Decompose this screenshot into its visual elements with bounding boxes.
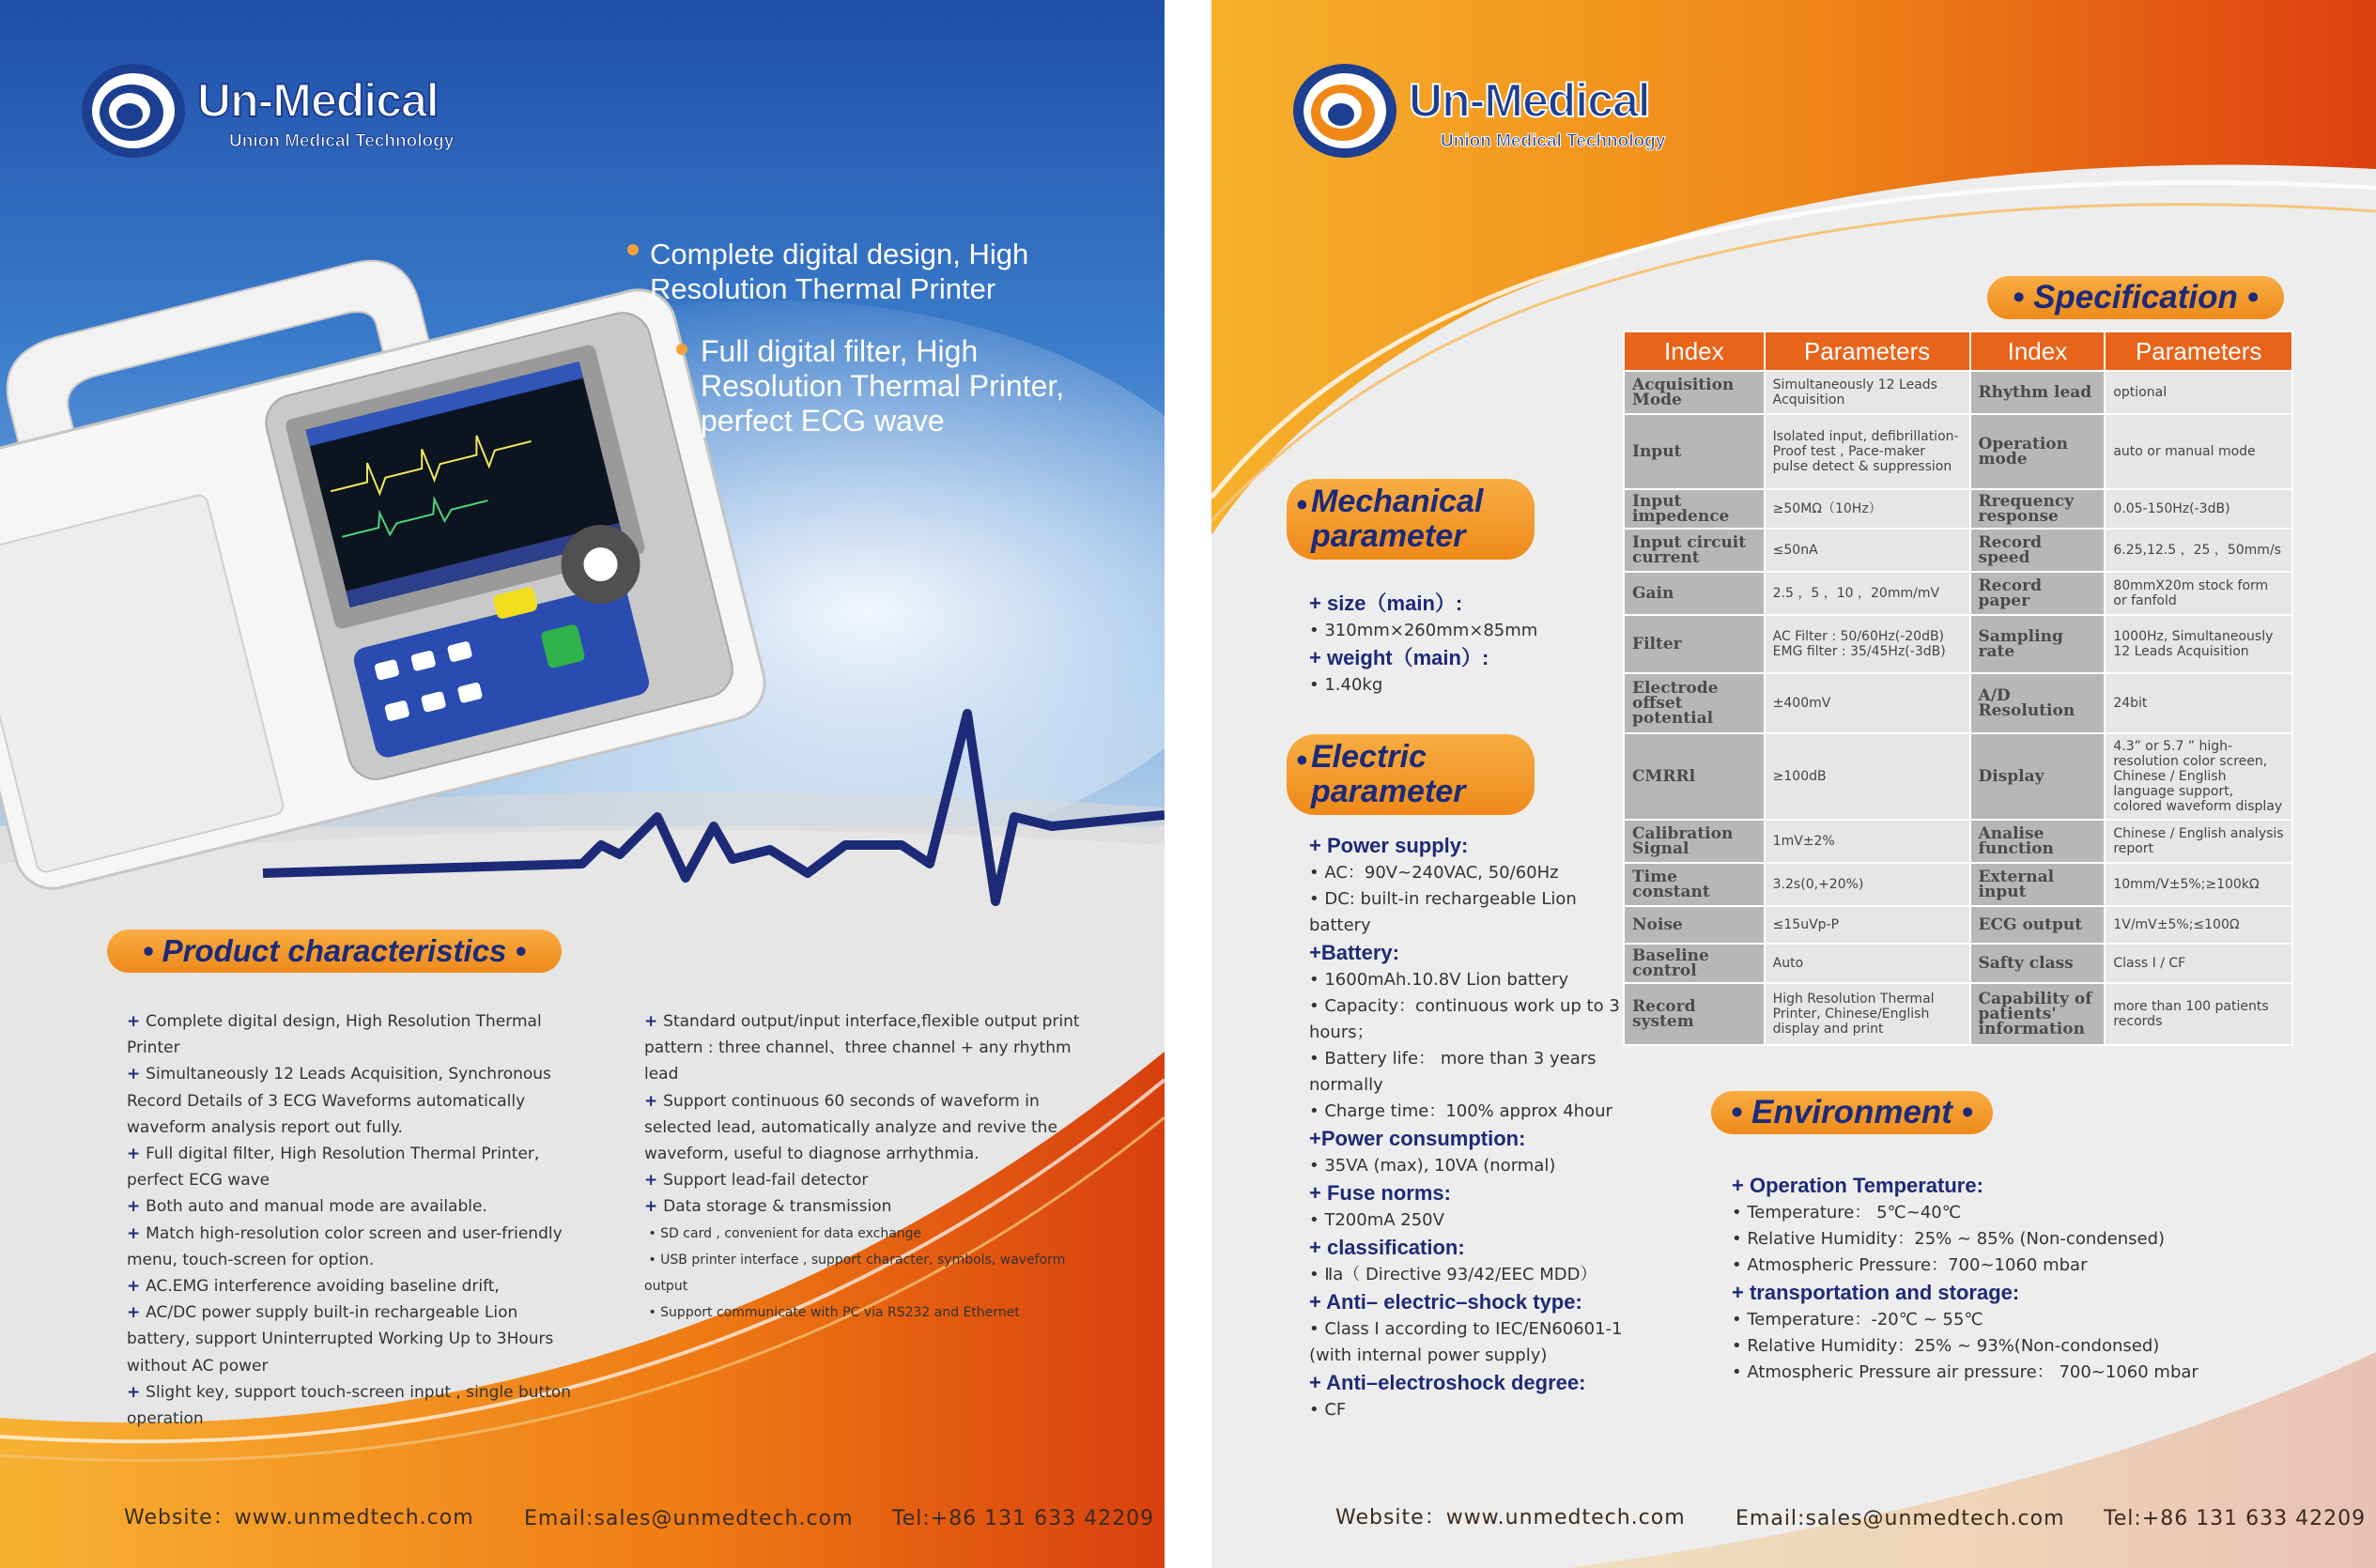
specification-title (1987, 276, 2284, 319)
pill-dot: • (1296, 487, 1307, 523)
list-item-text: Standard output/input interface,flexible output print pattern : three channel、three channel + any rhythm lead (644, 1012, 1080, 1084)
brand-logo (79, 60, 473, 173)
table-row (1624, 983, 2292, 1045)
table-parameter-cell: 1mV±2% (1765, 820, 1970, 863)
param-heading: + Anti– electric–shock type: (1309, 1290, 1582, 1314)
table-index-cell: ECG output (1970, 906, 2106, 944)
footer-website: Website：www.unmedtech.com (124, 1506, 474, 1530)
param-heading: + Power supply: (1309, 834, 1469, 857)
table-parameter-cell: 1000Hz, Simultaneously 12 Leads Acquisition (2105, 615, 2292, 673)
param-heading: + transportation and storage: (1732, 1281, 2020, 1304)
pill-dot: • (2237, 279, 2259, 315)
table-parameter-cell: Class I / CF (2105, 944, 2292, 983)
plus-icon: + (127, 1197, 147, 1217)
table-parameter-cell: 6.25,12.5 ，25 ，50mm/s (2105, 529, 2292, 572)
sub-list-item: • USB printer interface , support character, symbols, waveform output (644, 1252, 1066, 1294)
table-row (1624, 414, 2292, 489)
footer-tel: Tel:+86 131 633 42209 (892, 1507, 1155, 1530)
table-parameter-cell: 1V/mV±5%;≤100Ω (2105, 906, 2292, 944)
table-index-cell: Rhythm lead (1970, 371, 2106, 414)
pill-dot: • (1952, 1094, 1973, 1130)
table-index-cell: Filter (1624, 615, 1765, 673)
list-item-text: Support lead-fail detector (663, 1171, 869, 1191)
headline-1: Complete digital design, High Resolution Thermal Printer (650, 238, 1029, 305)
list-item (644, 1167, 1095, 1193)
param-value: • Battery life： more than 3 years normally (1309, 1049, 1597, 1095)
table-index-cell: Noise (1624, 906, 1765, 944)
table-index-cell: Gain (1624, 572, 1765, 615)
table-row (1624, 572, 2292, 615)
param-value: • Atmospheric Pressure air pressure： 700~1060 mbar (1732, 1362, 2199, 1382)
environment-label: Environment (1751, 1094, 1952, 1130)
param-value: • 1.40kg (1309, 675, 1383, 695)
table-parameter-cell: 0.05-150Hz(-3dB) (2105, 489, 2292, 529)
environment-title (1711, 1091, 1993, 1134)
right-page (1211, 0, 2376, 1568)
list-item-text: Simultaneously 12 Leads Acquisition, Synchronous Record Details of 3 ECG Waveforms automatically waveform analysis report out fully. (127, 1065, 551, 1137)
param-value: • AC：90V~240VAC, 50/60Hz (1309, 863, 1559, 883)
brand-name: Un-Medical (197, 74, 439, 127)
table-parameter-cell: 2.5 ，5 ，10 ，20mm/mV (1765, 572, 1970, 615)
plus-icon: + (127, 1065, 147, 1084)
param-value: • Capacity：continuous work up to 3 hours； (1309, 996, 1620, 1042)
table-index-cell: Electrode offset potential (1624, 673, 1765, 733)
footer-tel: Tel:+86 131 633 42209 (2104, 1507, 2367, 1530)
table-parameter-cell: optional (2105, 371, 2292, 414)
list-item (127, 1061, 578, 1141)
product-characteristics-title (107, 930, 562, 973)
table-index-cell: A/D Resolution (1970, 673, 2106, 733)
table-parameter-cell: 80mmX20m stock form or fanfold (2105, 572, 2292, 615)
plus-icon: + (127, 1303, 147, 1323)
brand-logo (1290, 60, 1685, 173)
list-item-text: Match high-resolution color screen and user-friendly menu, touch-screen for option. (127, 1223, 563, 1269)
param-heading: +Power consumption: (1309, 1127, 1526, 1150)
param-value: • Charge time：100% approx 4hour (1309, 1101, 1612, 1121)
table-row (1624, 529, 2292, 572)
table-parameter-cell: Isolated input, defibrillation-Proof test , Pace-maker pulse detect & suppression (1765, 414, 1970, 489)
table-parameter-cell: auto or manual mode (2105, 414, 2292, 489)
table-parameter-cell: Simultaneously 12 Leads Acquisition (1765, 371, 1970, 414)
table-parameter-cell: ≤15uVp-P (1765, 906, 1970, 944)
table-index-cell: Sampling rate (1970, 615, 2106, 673)
plus-icon: + (127, 1012, 147, 1031)
plus-icon: + (644, 1197, 664, 1217)
sub-list-item-text: USB printer interface , support character, symbols, waveform output (644, 1252, 1066, 1294)
table-row (1624, 673, 2292, 733)
table-header-cell: Parameters (2105, 331, 2292, 371)
product-characteristics-label: Product characteristics (162, 933, 507, 968)
param-heading: + Operation Temperature: (1732, 1174, 1983, 1197)
param-value: • Atmospheric Pressure：700~1060 mbar (1732, 1255, 2088, 1275)
param-heading: + classification: (1309, 1236, 1465, 1259)
list-item (127, 1273, 578, 1299)
table-row (1624, 820, 2292, 863)
table-index-cell: Record speed (1970, 529, 2106, 572)
table-index-cell: Input impedence (1624, 489, 1765, 529)
table-row (1624, 615, 2292, 673)
plus-icon: + (644, 1171, 664, 1191)
mechanical-parameter-title (1287, 479, 1535, 560)
list-item-text: AC.EMG interference avoiding baseline drift, (146, 1277, 500, 1297)
list-item (644, 1088, 1095, 1168)
table-parameter-cell: ≥50MΩ（10Hz） (1765, 489, 1970, 529)
electric-parameter-label: Electric parameter (1311, 739, 1466, 809)
sub-list-item: • Support communicate with PC via RS232 and Ethernet (644, 1304, 1020, 1320)
table-header-row (1624, 331, 2292, 371)
table-row (1624, 733, 2292, 820)
table-index-cell: Baseline control (1624, 944, 1765, 983)
characteristics-col-2 (644, 1008, 1095, 1326)
table-parameter-cell: more than 100 patients records (2105, 983, 2292, 1045)
table-row (1624, 863, 2292, 906)
table-index-cell: Calibration Signal (1624, 820, 1765, 863)
environment-parameters (1732, 1172, 2258, 1386)
table-index-cell: Display (1970, 733, 2106, 820)
param-value: • Temperature：-20℃ ~ 55℃ (1732, 1310, 1983, 1330)
table-parameter-cell: High Resolution Thermal Printer, Chinese/English display and print (1765, 983, 1970, 1045)
table-parameter-cell: ±400mV (1765, 673, 1970, 733)
plus-icon: + (127, 1382, 147, 1402)
electric-parameters (1309, 832, 1628, 1423)
list-item (644, 1008, 1095, 1088)
param-value: • 310mm×260mm×85mm (1309, 621, 1538, 640)
table-row (1624, 371, 2292, 414)
footer-email: Email:sales@unmedtech.com (524, 1507, 854, 1530)
param-value: • CF (1309, 1400, 1347, 1420)
brand-name: Un-Medical (1409, 74, 1650, 127)
param-value: • DC: built-in rechargeable Lion battery (1309, 889, 1577, 935)
table-parameter-cell: 10mm/V±5%;≥100kΩ (2105, 863, 2292, 906)
param-value: • Ⅱa（ Directive 93/42/EEC MDD） (1309, 1265, 1597, 1284)
table-parameter-cell: 4.3” or 5.7 ” high-resolution color screen, Chinese / English language support, colored waveform display (2105, 733, 2292, 820)
headline-bullet-2 (676, 344, 687, 355)
list-item (127, 1299, 578, 1379)
param-heading: + weight（main）: (1309, 646, 1489, 669)
table-row (1624, 906, 2292, 944)
list-item-text: Slight key, support touch-screen input , single button operation (127, 1382, 572, 1429)
list-item-text: Data storage & transmission (663, 1197, 892, 1217)
list-item-text: Support continuous 60 seconds of waveform in selected lead, automatically analyze and revive the waveform, useful to diagnose arrhythmia. (644, 1091, 1057, 1164)
param-value: • Relative Humidity：25% ~ 93%(Non-condonsed) (1732, 1336, 2160, 1356)
mechanical-parameter-label: Mechanical parameter (1311, 484, 1484, 554)
table-index-cell: Acquisition Mode (1624, 371, 1765, 414)
table-index-cell: CMRRl (1624, 733, 1765, 820)
table-index-cell: Rrequency response (1970, 489, 2106, 529)
param-value: • Relative Humidity：25% ~ 85% (Non-condensed) (1732, 1229, 2166, 1249)
pill-dot: • (506, 933, 527, 968)
specification-label: Specification (2033, 279, 2238, 315)
table-parameter-cell: ≤50nA (1765, 529, 1970, 572)
plus-icon: + (127, 1223, 147, 1243)
table-index-cell: Input circuit current (1624, 529, 1765, 572)
table-index-cell: Time constant (1624, 863, 1765, 906)
param-value: • T200mA 250V (1309, 1210, 1444, 1230)
table-index-cell: Record system (1624, 983, 1765, 1045)
specification-table (1623, 331, 2293, 1046)
table-index-cell: Input (1624, 414, 1765, 489)
list-item (127, 1008, 578, 1061)
param-heading: +Battery: (1309, 941, 1399, 964)
plus-icon: + (127, 1145, 147, 1164)
sub-list-item: • SD card , convenient for data exchange (644, 1225, 922, 1241)
param-value: • Class I according to IEC/EN60601-1 (with internal power supply) (1309, 1319, 1623, 1365)
mechanical-parameters (1309, 590, 1666, 699)
list-item (127, 1379, 578, 1432)
table-parameter-cell: AC Filter : 50/60Hz(-20dB) EMG filter : 35/45Hz(-3dB) (1765, 615, 1970, 673)
param-heading: + Anti–electroshock degree: (1309, 1371, 1586, 1394)
table-index-cell: External input (1970, 863, 2106, 906)
table-parameter-cell: 24bit (2105, 673, 2292, 733)
table-index-cell: Operation mode (1970, 414, 2106, 489)
list-item-text: Both auto and manual mode are available. (146, 1197, 487, 1217)
brand-tagline: Union Medical Technology (229, 131, 455, 151)
brand-tagline: Union Medical Technology (1441, 131, 1666, 151)
list-item (644, 1193, 1095, 1220)
table-index-cell: Capability of patients' information (1970, 983, 2106, 1045)
brand-logo-icon (1290, 60, 1399, 161)
list-item (127, 1221, 578, 1273)
pill-dot: • (2013, 279, 2034, 315)
sub-list-item-text: Support communicate with PC via RS232 and Ethernet (660, 1304, 1020, 1320)
list-item (127, 1193, 578, 1220)
list-item (127, 1141, 578, 1193)
pill-dot: • (142, 933, 162, 968)
footer-email: Email:sales@unmedtech.com (1736, 1507, 2065, 1530)
param-value: • Temperature： 5℃~40℃ (1732, 1203, 1961, 1222)
table-parameter-cell: Auto (1765, 944, 1970, 983)
param-heading: + Fuse norms: (1309, 1181, 1451, 1205)
list-item-text: Full digital filter, High Resolution Thermal Printer, perfect ECG wave (127, 1145, 540, 1191)
plus-icon: + (127, 1277, 147, 1297)
table-index-cell: Safty class (1970, 944, 2106, 983)
ecg-device-illustration (0, 244, 789, 939)
footer-website: Website：www.unmedtech.com (1335, 1506, 1686, 1530)
pill-dot: • (1731, 1094, 1752, 1130)
table-index-cell: Record paper (1970, 572, 2106, 615)
left-page (0, 0, 1165, 1568)
table-index-cell: Analise function (1970, 820, 2106, 863)
table-parameter-cell: 3.2s(0,+20%) (1765, 863, 1970, 906)
table-row (1624, 944, 2292, 983)
characteristics-col-1 (127, 1008, 578, 1432)
table-parameter-cell: Chinese / English analysis report (2105, 820, 2292, 863)
table-header-cell: Index (1970, 331, 2106, 371)
sub-list-item-text: SD card , convenient for data exchange (660, 1225, 922, 1241)
table-row (1624, 489, 2292, 529)
param-value: • 1600mAh.10.8V Lion battery (1309, 970, 1569, 990)
list-item-text: Complete digital design, High Resolution Thermal Printer (127, 1012, 542, 1058)
param-heading: + size（main）: (1309, 592, 1463, 615)
table-header-cell: Parameters (1765, 331, 1970, 371)
plus-icon: + (644, 1091, 664, 1111)
headline-bullet-1 (627, 244, 639, 255)
electric-parameter-title (1287, 734, 1535, 815)
headline-2: Full digital filter, High Resolution Thermal Printer, perfect ECG wave (701, 334, 1065, 438)
brand-logo-icon (79, 60, 188, 161)
table-parameter-cell: ≥100dB (1765, 733, 1970, 820)
pill-dot: • (1296, 743, 1307, 778)
table-header-cell: Index (1624, 331, 1765, 371)
plus-icon: + (644, 1012, 664, 1031)
list-item-text: AC/DC power supply built-in rechargeable Lion battery, support Uninterrupted Working Up to 3Hours without AC power (127, 1303, 554, 1376)
param-value: • 35VA (max), 10VA (normal) (1309, 1156, 1556, 1176)
